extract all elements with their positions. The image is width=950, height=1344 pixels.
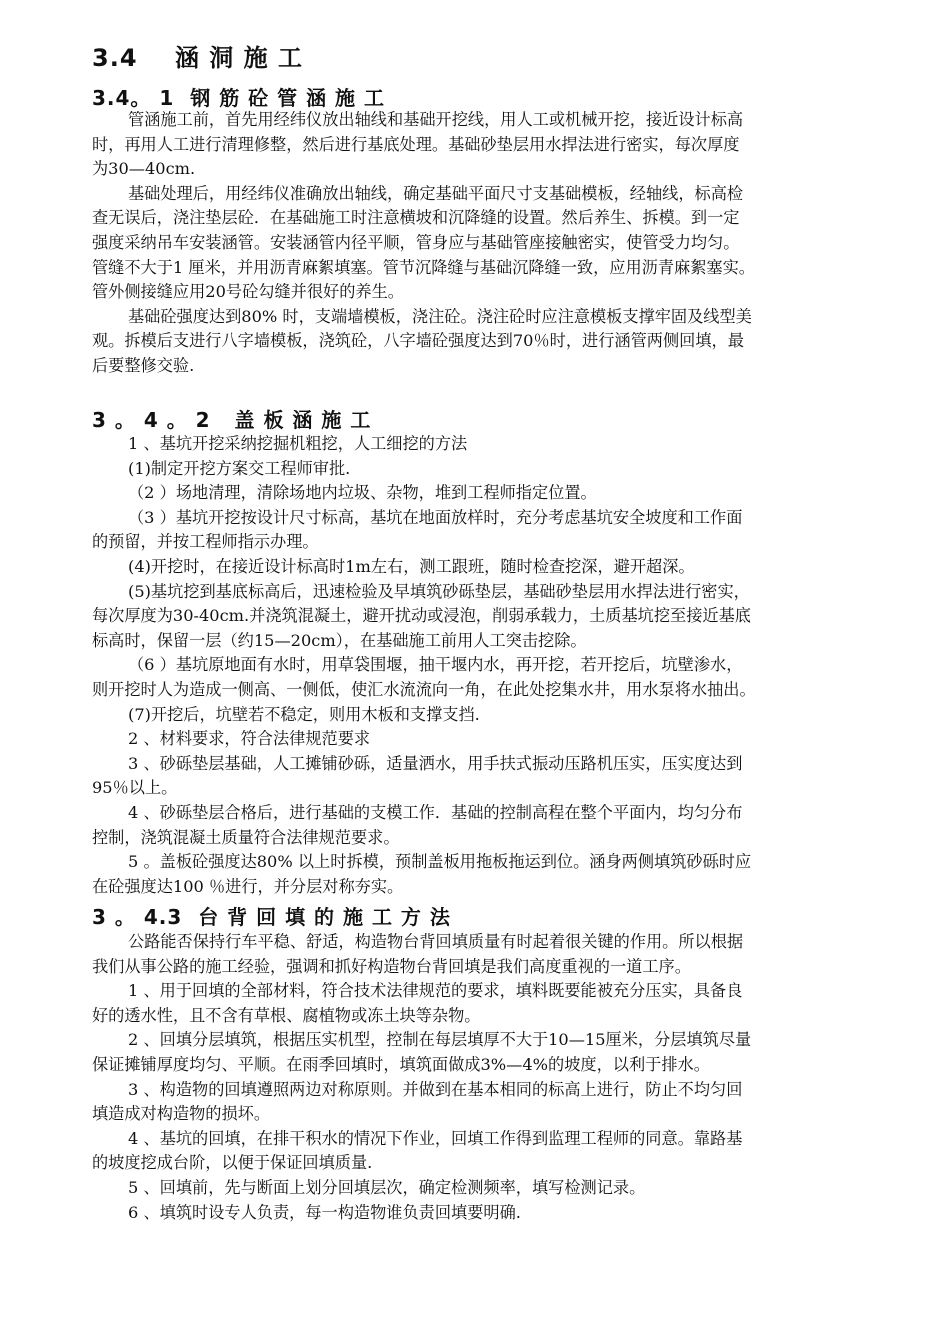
section-title-rc-pipe-culvert: 3.4。 1 钢 筋 砼 管 涵 施 工 [92,86,386,110]
text-line: 1 、用于回填的全部材料，符合技术法律规范的要求，填料既要能被充分压实，具备良 [128,981,743,1001]
text-line: 95％以上。 [92,778,178,798]
text-line: 2 、回填分层填筑，根据压实机型，控制在每层填厚不大于10—15厘米，分层填筑尽量 [128,1030,752,1050]
text-line: 管涵施工前，首先用经纬仪放出轴线和基础开挖线，用人工或机械开挖，接近设计标高 [128,110,744,129]
text-line: 每次厚度为30-40cm.并浇筑混凝土，避开扰动或浸泡，削弱承载力，土质基坑挖至接近基底 [92,606,751,626]
text-line: 填造成对构造物的损坏。 [92,1104,271,1124]
section-body-rc-pipe-culvert [92,108,872,379]
text-line: （2 ）场地清理，清除场地内垃圾、杂物，堆到工程师指定位置。 [128,483,597,503]
section-title-abutment-backfill: 3 。 4.3 台 背 回 填 的 施 工 方 法 [92,905,451,929]
text-line: 的预留，并按工程师指示办理。 [92,532,319,552]
text-line: 5 、回填前，先与断面上划分回填层次，确定检测频率，填写检测记录。 [128,1177,646,1197]
text-line: (1)制定开挖方案交工程师审批. [128,458,351,478]
text-line: 3 、构造物的回填遵照两边对称原则。并做到在基本相同的标高上进行，防止不均匀回 [128,1079,743,1099]
text-line: 基础砼强度达到80% 时，支端墙模板，浇注砼。浇注砼时应注意模板支撑牢固及线型美 [128,306,752,326]
text-line: 5 。盖板砼强度达80% 以上时拆模，预制盖板用拖板拖运到位。涵身两侧填筑砂砾时应 [128,852,752,872]
text-line: 观。拆模后支进行八字墙模板，浇筑砼，八字墙砼强度达到70％时，进行涵管两侧回填，最 [92,331,744,351]
text-line: 管缝不大于1 厘米，并用沥青麻絮填塞。管节沉降缝与基础沉降缝一致，应用沥青麻絮塞实。 [92,257,755,277]
text-line: 1 、基坑开挖采纳挖掘机粗挖，人工细挖的方法 [128,434,468,453]
text-line: 4 、砂砾垫层合格后，进行基础的支模工作．基础的控制高程在整个平面内，均匀分布 [128,802,743,822]
text-line: 则开挖时人为造成一侧高、一侧低，使汇水流流向一角，在此处挖集水井，用水泵将水抽出。 [92,679,756,699]
text-line: 后要整修交验. [92,355,195,375]
heading-culvert-construction: 3.4 涵 洞 施 工 [92,44,304,72]
text-line: 3 、砂砾垫层基础，人工摊铺砂砾，适量洒水，用手扶式振动压路机压实，压实度达到 [128,753,743,773]
text-line: 公路能否保持行车平稳、舒适，构造物台背回填质量有时起着很关键的作用。所以根据 [128,932,744,951]
text-line: (5)基坑挖到基底标高后，迅速检验及早填筑砂砾垫层，基础砂垫层用水捍法进行密实， [128,581,750,601]
text-line: 时，再用人工进行清理修整，然后进行基底处理。基础砂垫层用水捍法进行密实，每次厚度 [92,134,740,154]
text-line: 保证摊铺厚度均匀、平顺。在雨季回填时，填筑面做成3%—4%的坡度，以利于排水。 [92,1054,710,1074]
text-line: (4)开挖时，在接近设计标高时1m左右，测工跟班，随时检查挖深，避开超深。 [128,556,695,576]
text-line: 管外侧接缝应用20号砼勾缝并很好的养生。 [92,282,404,302]
section-body-slab-culvert [92,432,872,899]
text-line: 查无误后，浇注垫层砼．在基础施工时注意横坡和沉降缝的设置。然后养生、拆模。到一定 [92,208,740,228]
text-line: 基础处理后，用经纬仪准确放出轴线，确定基础平面尺寸支基础模板，经轴线，标高检 [128,183,744,203]
text-line: 4 、基坑的回填，在排干积水的情况下作业，回填工作得到监理工程师的同意。靠路基 [128,1128,743,1148]
text-line: 标高时，保留一层（约15—20cm），在基础施工前用人工突击挖除。 [92,630,587,650]
text-line: 2 、材料要求，符合法律规范要求 [128,729,371,749]
text-line: （6 ）基坑原地面有水时，用草袋围堰，抽干堰内水，再开挖，若开挖后，坑壁渗水， [128,655,743,675]
text-line: 控制，浇筑混凝土质量符合法律规范要求。 [92,827,400,847]
text-line: 在砼强度达100 ％进行，并分层对称夯实。 [92,876,404,896]
section-title-slab-culvert: 3 。 4 。 2 盖 板 涵 施 工 [92,408,372,432]
section-body-abutment-backfill [92,930,872,1225]
text-line: 的坡度挖成台阶，以便于保证回填质量. [92,1153,373,1173]
text-line: (7)开挖后，坑壁若不稳定，则用木板和支撑支挡. [128,704,480,724]
text-line: 我们从事公路的施工经验，强调和抓好构造物台背回填是我们高度重视的一道工序。 [92,956,691,976]
text-line: 强度采纳吊车安装涵管。安装涵管内径平顺，管身应与基础管座接触密实，使管受力均匀。 [92,232,740,252]
text-line: 6 、填筑时设专人负责，每一构造物谁负责回填要明确. [128,1202,521,1222]
text-line: 为30—40cm. [92,159,196,179]
text-line: （3 ）基坑开挖按设计尺寸标高，基坑在地面放样时，充分考虑基坑安全坡度和工作面 [128,507,743,527]
text-line: 好的透水性，且不含有草根、腐植物或冻土块等杂物。 [92,1005,481,1025]
